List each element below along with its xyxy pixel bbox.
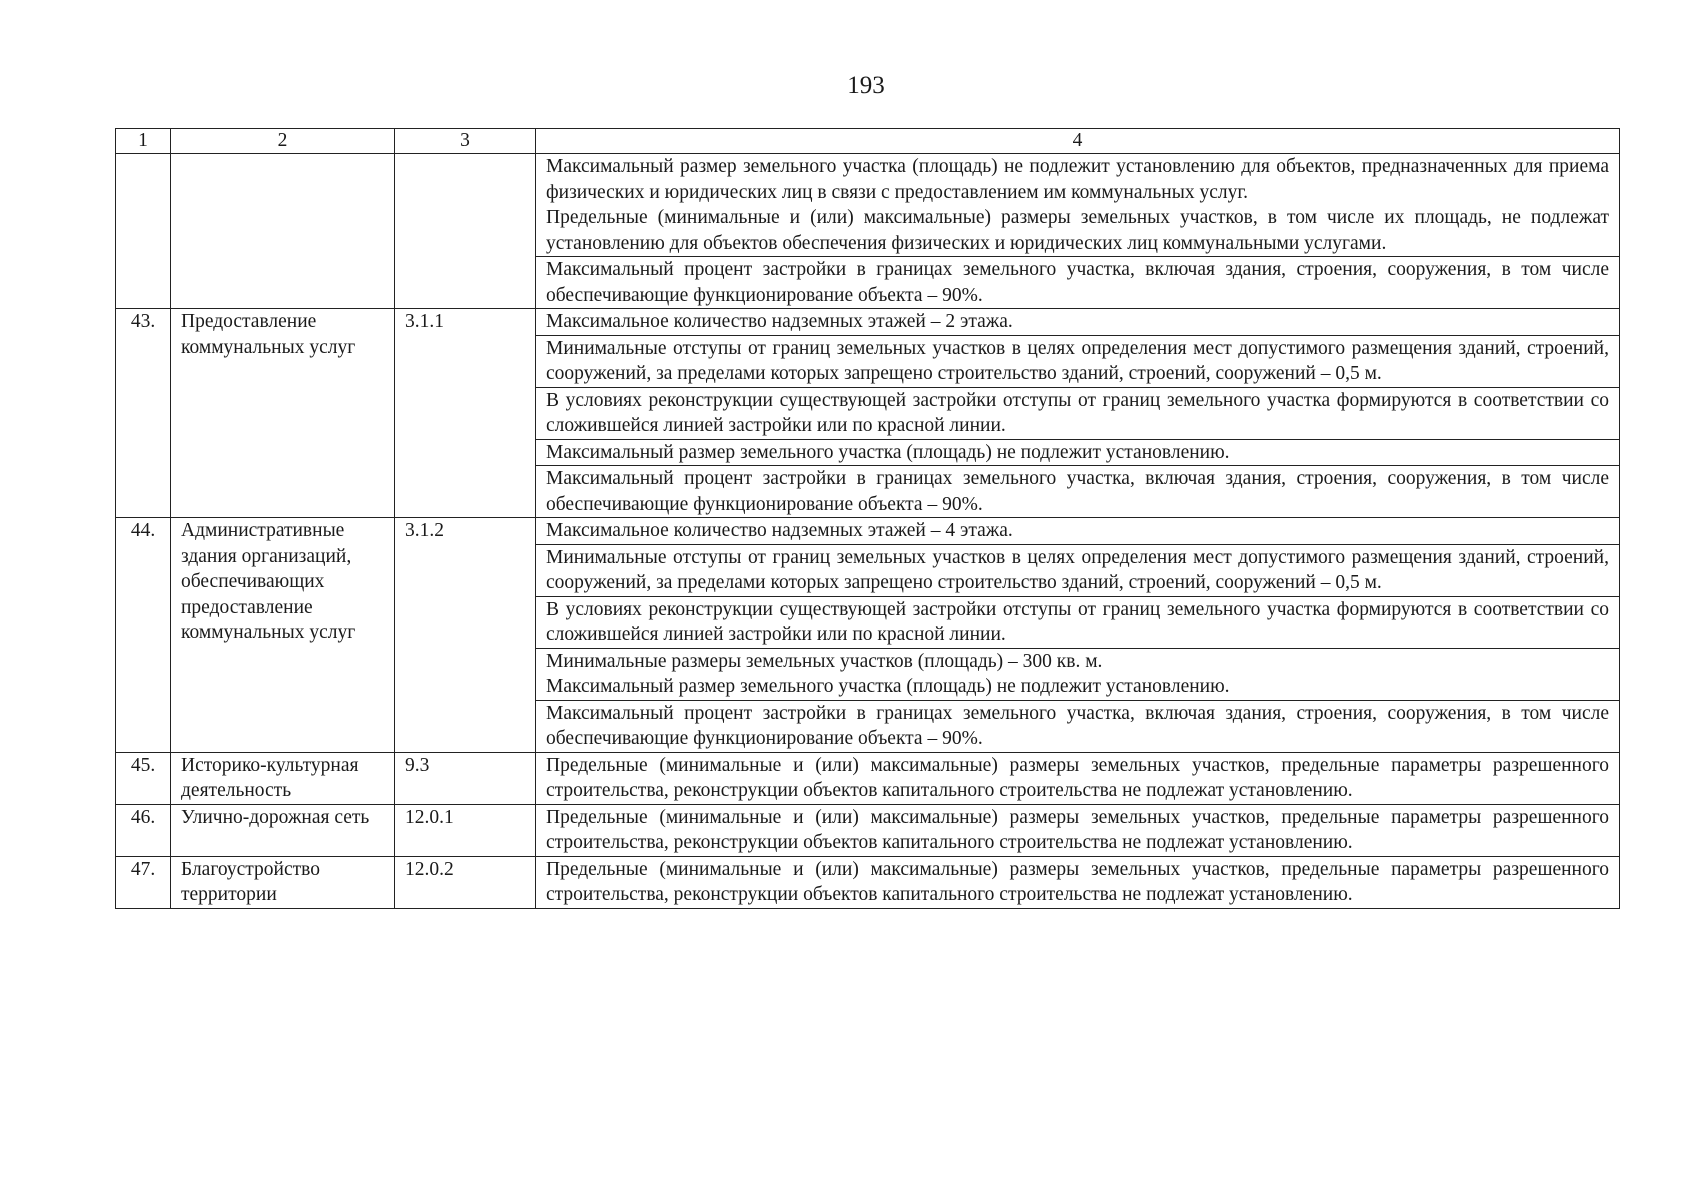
land-use-name: Благоустройство территории <box>171 856 395 908</box>
row-number: 43. <box>116 309 171 518</box>
parameter-text: Предельные (минимальные и (или) максимальные) размеры земельных участков, в том числе их площадь, не подлежат установлению для объектов обеспечения физических и юридических лиц коммунальными услугами. <box>546 207 1609 254</box>
parameter-text: Максимальное количество надземных этажей – 2 этажа. <box>546 311 1013 332</box>
parameter-text: Максимальный размер земельного участка (площадь) не подлежит установлению. <box>546 441 1230 463</box>
parameter-text: В условиях реконструкции существующей застройки отступы от границ земельного участка формируются в соответствии со сложившейся линией застройки или по красной линии. <box>546 389 1609 436</box>
header-col-3: 3 <box>395 129 536 154</box>
parameter-cell <box>536 335 1620 387</box>
land-use-name: Историко-культурная деятельность <box>171 752 395 804</box>
row-number: 47. <box>116 856 171 908</box>
parameter-cell <box>536 544 1620 596</box>
parameter-text: Минимальные отступы от границ земельных участков в целях определения мест допустимого размещения зданий, строений, сооружений, за пределами которых запрещено строительство зданий, строений, сооружений – 0,5 м. <box>546 337 1609 384</box>
parameter-cell <box>536 309 1620 336</box>
parameter-cell <box>536 856 1620 908</box>
table-row <box>116 309 1620 336</box>
parameter-cell <box>536 466 1620 518</box>
parameter-text: Максимальный процент застройки в границах земельного участка, включая здания, строения, сооружения, в том числе обеспечивающие функционирование объекта – 90%. <box>546 468 1609 515</box>
land-use-code: 3.1.1 <box>395 309 536 518</box>
land-use-name: Административные здания организаций, обеспечивающих предоставление коммунальных услуг <box>171 518 395 753</box>
header-col-2: 2 <box>171 129 395 154</box>
parameter-text: Предельные (минимальные и (или) максимальные) размеры земельных участков, предельные параметры разрешенного строительства, реконструкции объектов капитального строительства не подлежат установлению. <box>546 858 1609 905</box>
parameter-text: Максимальный размер земельного участка (площадь) не подлежит установлению. <box>546 676 1230 697</box>
table-row <box>116 856 1620 908</box>
parameter-text: Предельные (минимальные и (или) максимальные) размеры земельных участков, предельные параметры разрешенного строительства, реконструкции объектов капитального строительства не подлежат установлению. <box>546 754 1609 801</box>
land-use-name: Предоставление коммунальных услуг <box>171 309 395 518</box>
parameter-cell <box>536 387 1620 439</box>
continuation-row <box>116 154 1620 257</box>
parameter-cell <box>536 648 1620 700</box>
table-row <box>116 752 1620 804</box>
row-number: 46. <box>116 804 171 856</box>
land-use-name: Улично-дорожная сеть <box>171 804 395 856</box>
parameter-text: Максимальный процент застройки в границах земельного участка, включая здания, строения, сооружения, в том числе обеспечивающие функционирование объекта – 90%. <box>546 259 1609 306</box>
page-number: 193 <box>847 72 885 99</box>
empty-cell <box>116 154 171 309</box>
parameter-text: В условиях реконструкции существующей застройки отступы от границ земельного участка формируются в соответствии со сложившейся линией застройки или по красной линии. <box>546 598 1609 645</box>
regulations-table <box>115 128 1620 909</box>
parameter-cell <box>536 439 1620 466</box>
parameter-cell <box>536 518 1620 545</box>
parameter-text: Предельные (минимальные и (или) максимальные) размеры земельных участков, предельные параметры разрешенного строительства, реконструкции объектов капитального строительства не подлежат установлению. <box>546 806 1609 853</box>
row-number: 45. <box>116 752 171 804</box>
table-row <box>116 518 1620 545</box>
row-number: 44. <box>116 518 171 753</box>
parameter-text: Минимальные отступы от границ земельных участков в целях определения мест допустимого размещения зданий, строений, сооружений, за пределами которых запрещено строительство зданий, строений, сооружений – 0,5 м. <box>546 546 1609 593</box>
parameter-cell <box>536 257 1620 309</box>
parameter-cell <box>536 752 1620 804</box>
table-header-row <box>116 129 1620 154</box>
land-use-code: 12.0.2 <box>395 856 536 908</box>
parameter-text: Максимальное количество надземных этажей – 4 этажа. <box>546 520 1013 541</box>
parameter-cell <box>536 804 1620 856</box>
parameter-cell <box>536 154 1620 257</box>
empty-cell <box>171 154 395 309</box>
header-col-4: 4 <box>536 129 1620 154</box>
header-col-1: 1 <box>116 129 171 154</box>
table-row <box>116 804 1620 856</box>
parameter-cell <box>536 596 1620 648</box>
empty-cell <box>395 154 536 309</box>
parameter-cell <box>536 700 1620 752</box>
land-use-code: 3.1.2 <box>395 518 536 753</box>
parameter-text: Максимальный размер земельного участка (площадь) не подлежит установлению для объектов, предназначенных для приема физических и юридических лиц в связи с предоставлением им коммунальных услуг. <box>546 156 1609 203</box>
parameter-text: Максимальный процент застройки в границах земельного участка, включая здания, строения, сооружения, в том числе обеспечивающие функционирование объекта – 90%. <box>546 702 1609 749</box>
land-use-code: 9.3 <box>395 752 536 804</box>
land-use-code: 12.0.1 <box>395 804 536 856</box>
parameter-text: Минимальные размеры земельных участков (площадь) – 300 кв. м. <box>546 650 1103 672</box>
